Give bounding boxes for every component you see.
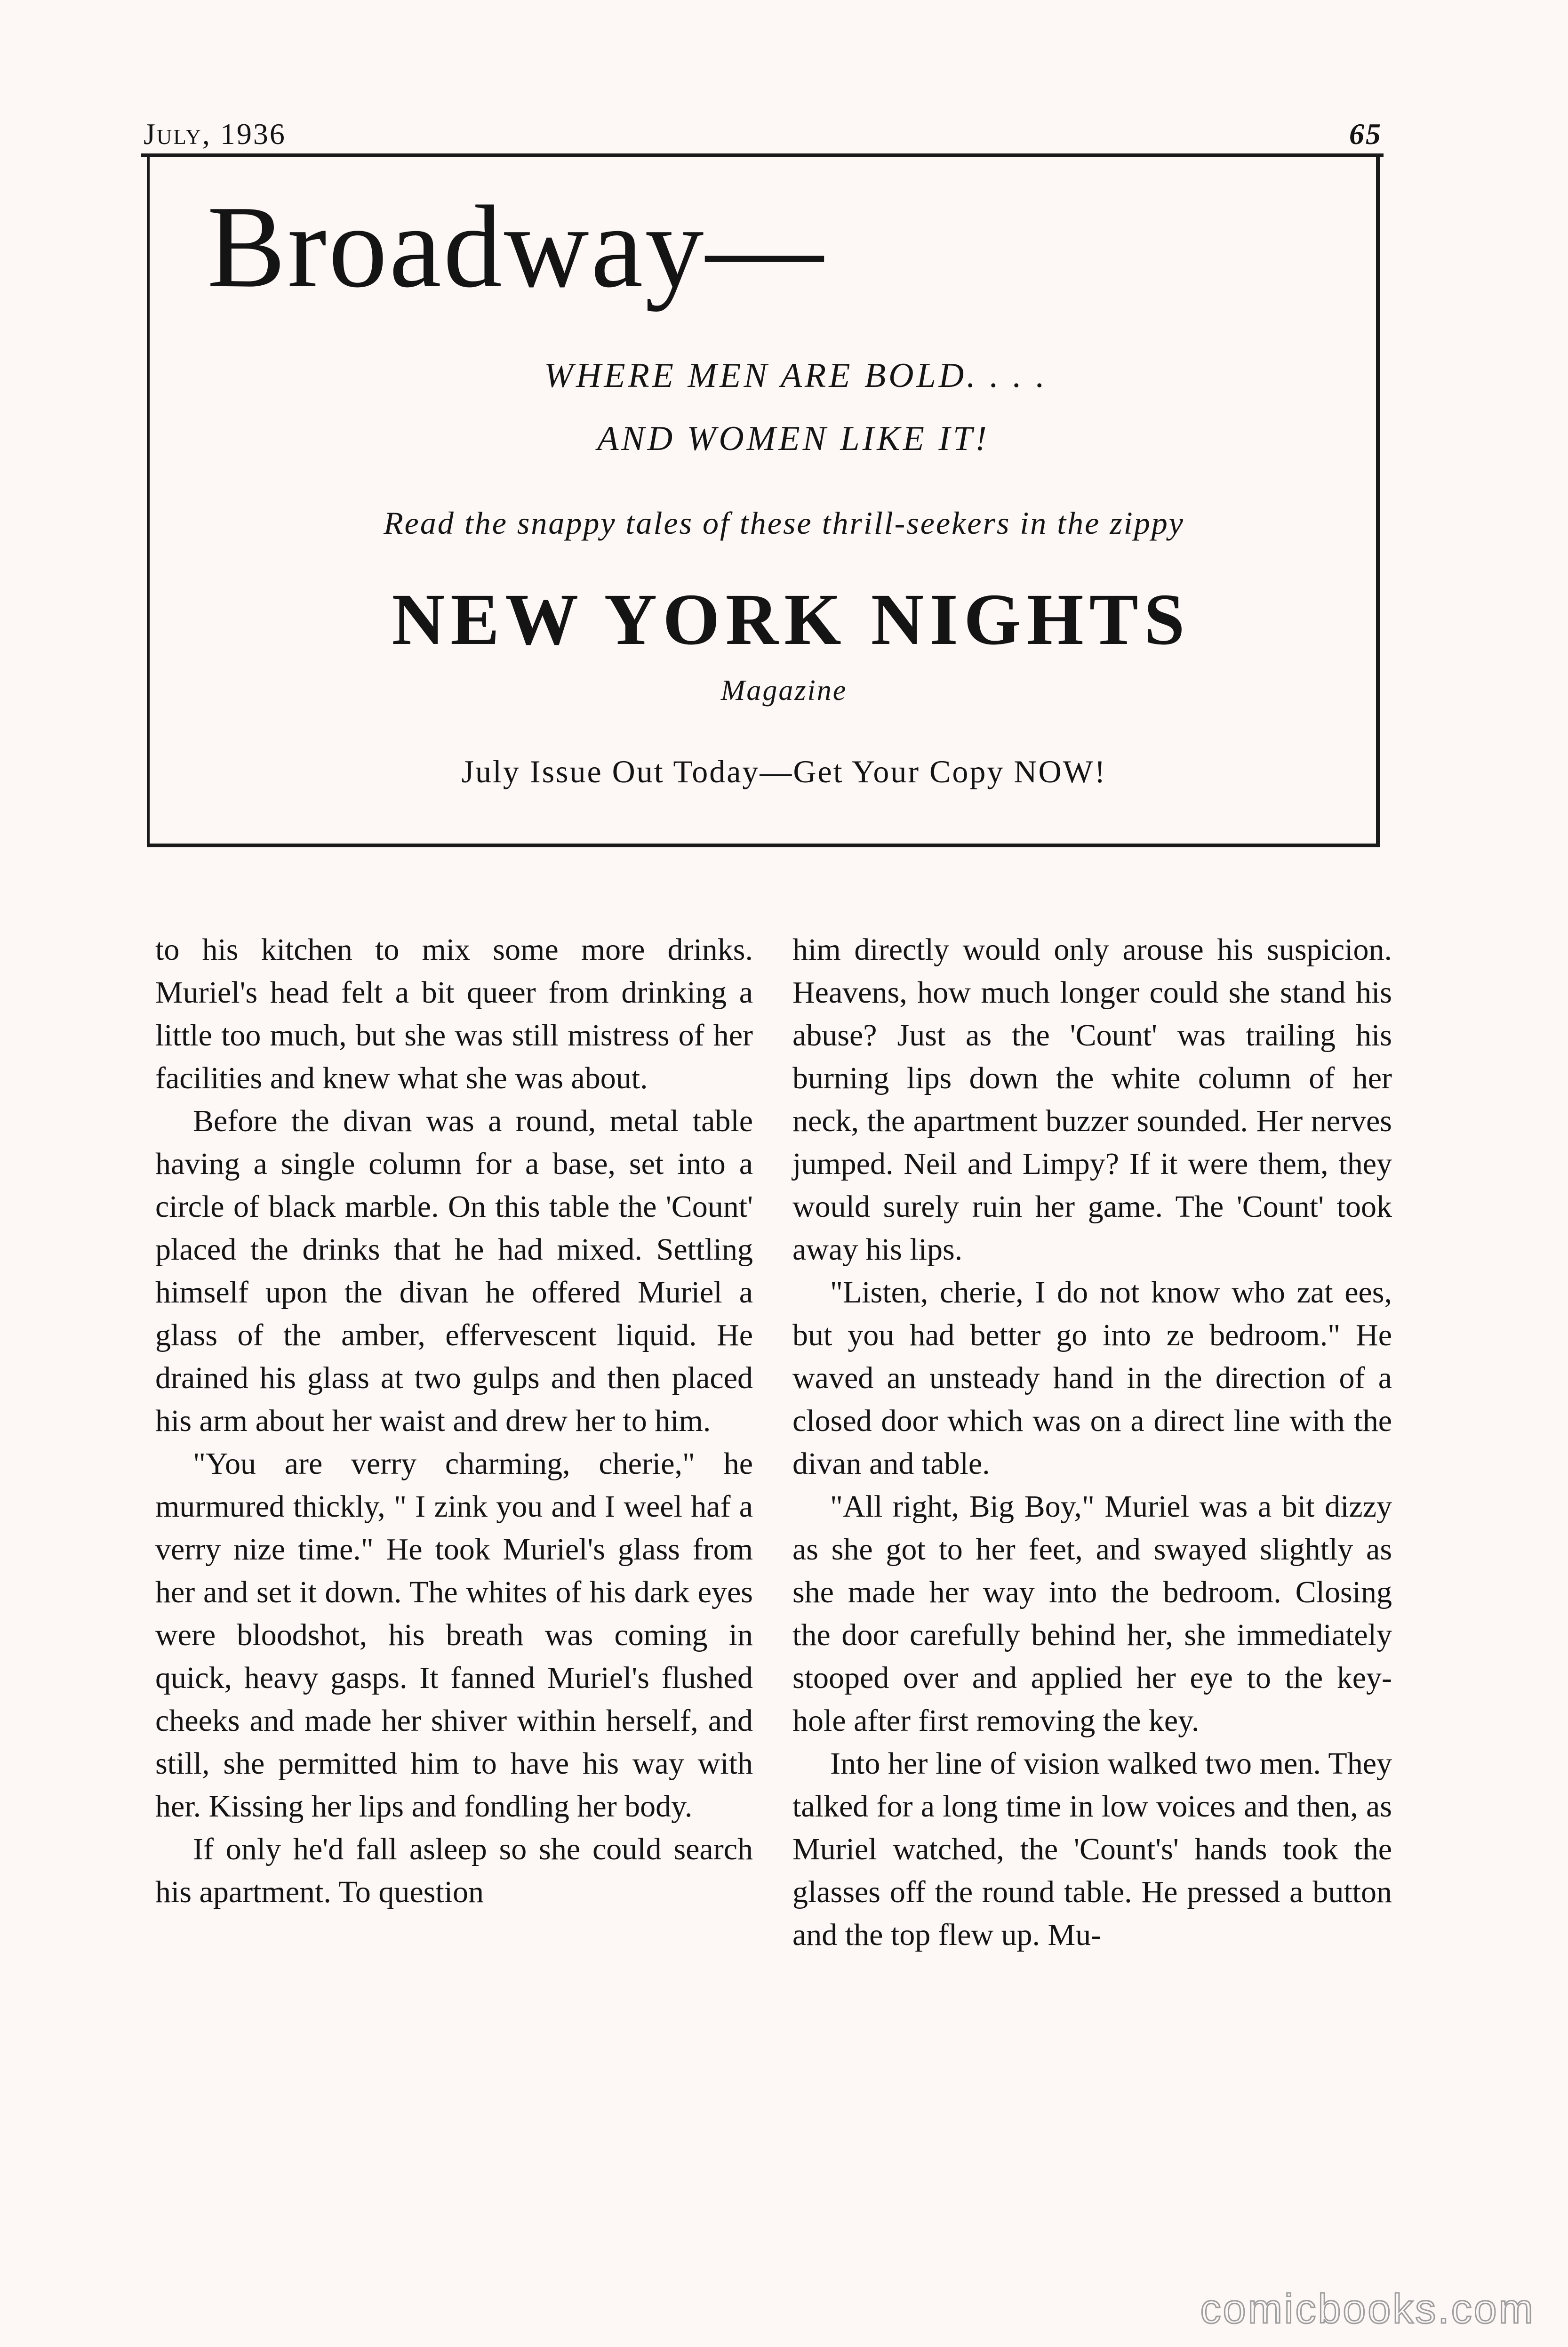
ad-magazine-subtitle: Magazine — [720, 675, 848, 707]
story-paragraph: "All right, Big Boy," Muriel was a bit dizzy as she got to her feet, and swayed slightly as she made her way into the bedroom. Closing the door carefully behind her, she immediately stooped over and applied her eye to the key-hole after first removing the key. — [792, 1489, 1392, 1738]
story-column-right — [792, 928, 1392, 1956]
ad-tagline-1: WHERE MEN ARE BOLD. . . . — [544, 356, 1048, 395]
ad-read-line: Read the snappy tales of these thrill-seekers in the zippy — [384, 505, 1184, 541]
ad-title: Broadway— — [207, 182, 825, 312]
story-paragraph: Into her line of vision walked two men. They talked for a long time in low voices and then, as Muriel watched, the 'Count's' hands took the glasses off the round table. He pressed a button and the top flew up. Mu- — [792, 1746, 1392, 1952]
story-paragraph: Before the divan was a round, metal table having a single column for a base, set into a circle of black marble. On this table the 'Count' placed the drinks that he had mixed. Settling himself upon the divan he offered Muriel a glass of the amber, effervescent liquid. He drained his glass at two gulps and then placed his arm about her waist and drew her to him. — [155, 1104, 753, 1438]
ad-magazine-name: NEW YORK NIGHTS — [392, 579, 1191, 660]
running-head — [144, 109, 1382, 152]
issue-date: July, 1936 — [144, 117, 286, 151]
story-paragraph: to his kitchen to mix some more drinks. Muriel's head felt a bit queer from drinking a little too much, but she was still mistress of her facilities and knew what she was about. — [155, 932, 753, 1095]
ad-tagline-2: AND WOMEN LIKE IT! — [597, 419, 990, 458]
site-watermark: comicbooks.com — [1200, 2285, 1535, 2332]
story-column-left — [155, 928, 753, 1913]
page-number: 65 — [1349, 117, 1382, 151]
story-paragraph: "Listen, cherie, I do not know who zat ees, but you had better go into ze bedroom." He waved an unsteady hand in the direction of a closed door which was on a direct line with the divan and table. — [792, 1275, 1392, 1481]
story-paragraph: If only he'd fall asleep so she could search his apartment. To question — [155, 1832, 753, 1909]
story-paragraph: "You are verry charming, cherie," he murmured thickly, " I zink you and I weel haf a verry nize time." He took Muriel's glass from her and set it down. The whites of his dark eyes were bloodshot, his breath was coming in quick, heavy gasps. It fanned Muriel's flushed cheeks and made her shiver within herself, and still, she permitted him to have his way with her. Kissing her lips and fondling her body. — [155, 1447, 753, 1824]
ad-call-to-action: July Issue Out Today—Get Your Copy NOW! — [461, 754, 1107, 789]
story-paragraph: him directly would only arouse his suspicion. Heavens, how much longer could she stand his abuse? Just as the 'Count' was trailing his burning lips down the white column of her neck, the apartment buzzer sounded. Her nerves jumped. Neil and Limpy? If it were them, they would surely ruin her game. The 'Count' took away his lips. — [792, 932, 1392, 1267]
